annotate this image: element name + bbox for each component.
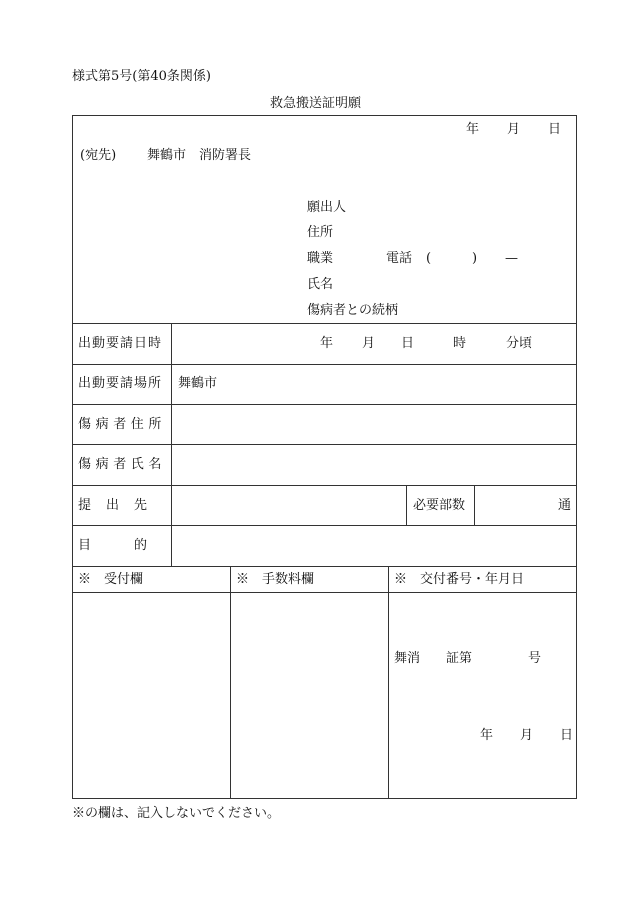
divider-row1 [72, 364, 577, 365]
cert-mid: 証第 [446, 651, 473, 666]
divider-row6 [72, 566, 577, 567]
fee-header: ※ 手数料欄 [236, 572, 315, 587]
phone-close-paren: ) [472, 251, 478, 266]
date-day: 日 [548, 122, 562, 137]
divider-copies-left [406, 485, 407, 525]
divider-row2 [72, 404, 577, 405]
divider-row3 [72, 444, 577, 445]
divider-copies-right [474, 485, 475, 525]
relation-label: 傷病者との続柄 [307, 303, 399, 318]
copies-unit: 通 [558, 498, 572, 513]
patient-address-label: 傷病者住所 [78, 417, 167, 432]
issue-header: ※ 交付番号・年月日 [394, 572, 525, 587]
dt-month: 月 [362, 336, 376, 351]
copies-label: 必要部数 [413, 498, 466, 513]
reception-header: ※ 受付欄 [78, 572, 144, 587]
address-label: 住所 [307, 225, 334, 240]
patient-name-label: 傷病者氏名 [78, 457, 167, 472]
divider-bottom-2 [388, 566, 389, 799]
dt-minute: 分頃 [506, 336, 533, 351]
divider-row5 [72, 525, 577, 526]
submit-to-label: 提 出 先 [78, 498, 149, 513]
phone-dash: — [505, 251, 518, 266]
cert-prefix: 舞消 [394, 651, 421, 666]
issue-year: 年 [480, 728, 494, 743]
addressee: 舞鶴市 消防署長 [147, 148, 252, 163]
issue-day: 日 [560, 728, 574, 743]
date-month: 月 [507, 122, 521, 137]
divider-bottom-header [72, 592, 577, 593]
phone-label: 電話 [386, 251, 413, 266]
dispatch-place-label: 出動要請場所 [78, 376, 163, 391]
occupation-label: 職業 [307, 251, 334, 266]
addressee-prefix: (宛先) [80, 148, 117, 163]
footer-note: ※の欄は、記入しないでください。 [72, 806, 281, 821]
dt-day: 日 [401, 336, 415, 351]
dt-year: 年 [320, 336, 334, 351]
divider-label-column [171, 323, 172, 566]
purpose-label: 目 的 [78, 538, 149, 553]
form-title: 救急搬送証明願 [270, 96, 362, 111]
form-number: 様式第5号(第40条関係) [72, 69, 211, 84]
dispatch-place-value: 舞鶴市 [178, 376, 218, 391]
applicant-label: 願出人 [307, 200, 347, 215]
date-year: 年 [466, 122, 480, 137]
divider-top [72, 323, 577, 324]
dt-hour: 時 [453, 336, 467, 351]
issue-month: 月 [520, 728, 534, 743]
divider-row4 [72, 485, 577, 486]
phone-open-paren: ( [426, 251, 432, 266]
cert-suffix: 号 [528, 651, 542, 666]
dispatch-datetime-label: 出動要請日時 [78, 336, 163, 351]
name-label: 氏名 [307, 277, 334, 292]
divider-bottom-1 [230, 566, 231, 799]
